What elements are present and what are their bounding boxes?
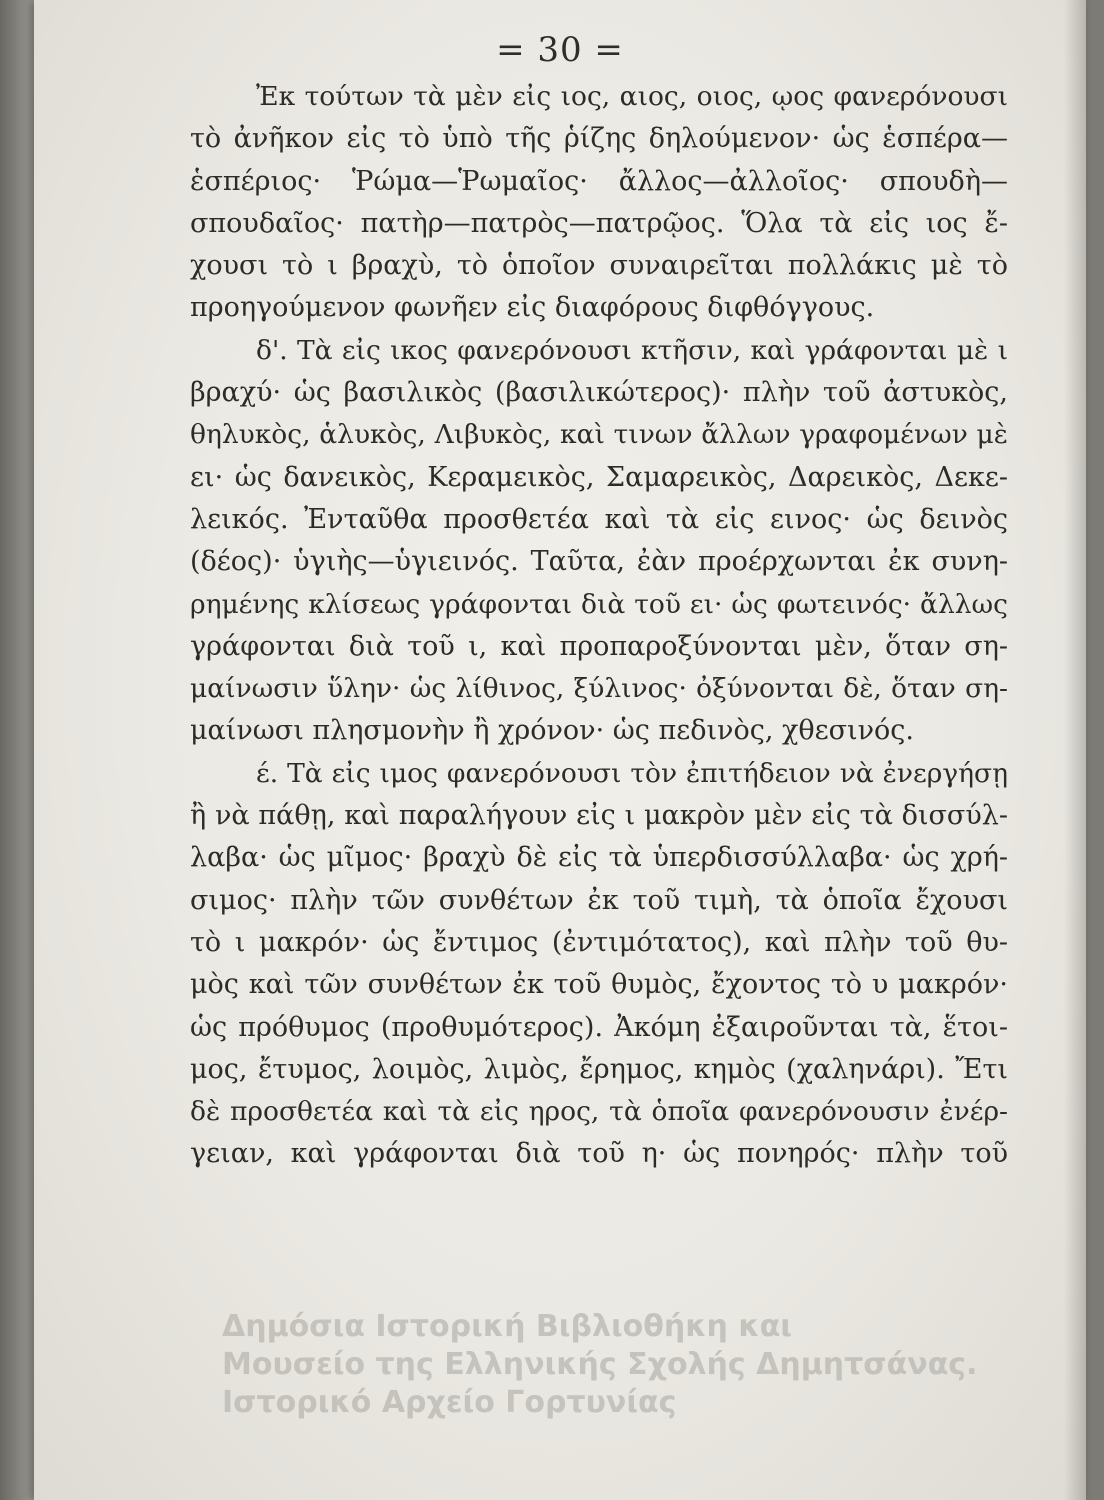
text-line: δὲ προσθετέα καὶ τὰ εἰς ηρος, τὰ ὁποῖα φανερόνουσιν ἐνέρ- bbox=[190, 1096, 1008, 1128]
text-line: προηγούμενον φωνῆεν εἰς διαφόρους διφθόγγους. bbox=[190, 292, 875, 324]
text-line: δ'. Τὰ εἰς ικος φανερόνουσι κτῆσιν, καὶ γράφονται μὲ ι bbox=[256, 334, 1008, 366]
text-line: γράφονται διὰ τοῦ ι, καὶ προπαροξύνονται μὲν, ὅταν ση- bbox=[190, 630, 1008, 662]
text-line: βραχύ· ὡς βασιλικὸς (βασιλικώτερος)· πλὴν τοῦ ἀστυκὸς, bbox=[190, 377, 1008, 409]
text-line: μαίνωσιν ὕλην· ὡς λίθινος, ξύλινος· ὀξύνονται δὲ, ὅταν ση- bbox=[190, 673, 1008, 705]
book-page bbox=[34, 0, 1086, 1500]
text-line: σιμος· πλὴν τῶν συνθέτων ἐκ τοῦ τιμὴ, τὰ ὁποῖα ἔχουσι bbox=[190, 884, 1008, 916]
text-line: μαίνωσι πλησμονὴν ἢ χρόνον· ὡς πεδινὸς, χθεσινός. bbox=[190, 715, 914, 747]
text-line: (δέος)· ὑγιὴς—ὑγιεινός. Ταῦτα, ἐὰν προέρχωνται ἐκ συνη- bbox=[190, 546, 1008, 578]
text-line: λαβα· ὡς μῖμος· βραχὺ δὲ εἰς τὰ ὑπερδισσύλλαβα· ὡς χρή- bbox=[190, 842, 1008, 874]
text-line: ει· ὡς δανεικὸς, Κεραμεικὸς, Σαμαρεικὸς, Δαρεικὸς, Δεκε- bbox=[190, 461, 1008, 493]
watermark-line: Ιστορικό Αρχείο Γορτυνίας bbox=[222, 1385, 677, 1420]
text-line: τὸ ἀνῆκον εἰς τὸ ὑπὸ τῆς ῥίζης δηλούμενον· ὡς ἑσπέρα— bbox=[190, 123, 1008, 155]
text-line: τὸ ι μακρόν· ὡς ἔντιμος (ἐντιμότατος), καὶ πλὴν τοῦ θυ- bbox=[190, 926, 1008, 958]
text-line: μος, ἔτυμος, λοιμὸς, λιμὸς, ἔρημος, κημὸς (χαληνάρι). Ἔτι bbox=[190, 1053, 1008, 1085]
page-number: = 30 = bbox=[496, 30, 624, 70]
text-line: μὸς καὶ τῶν συνθέτων ἐκ τοῦ θυμὸς, ἔχοντος τὸ υ μακρόν· bbox=[190, 969, 1008, 1001]
text-line: ἢ νὰ πάθῃ, καὶ παραλήγουν εἰς ι μακρὸν μὲν εἰς τὰ δισσύλ- bbox=[190, 800, 1008, 832]
body-text bbox=[190, 76, 1008, 1176]
text-line: ρημένης κλίσεως γράφονται διὰ τοῦ ει· ὡς φωτεινός· ἄλλως bbox=[190, 588, 1008, 620]
text-line: γειαν, καὶ γράφονται διὰ τοῦ η· ὡς πονηρός· πλὴν τοῦ bbox=[190, 1138, 1008, 1170]
text-line: χουσι τὸ ι βραχὺ, τὸ ὁποῖον συναιρεῖται πολλάκις μὲ τὸ bbox=[190, 250, 1008, 282]
watermark-line: Δημόσια Ιστορική Βιβλιοθήκη και bbox=[222, 1309, 792, 1344]
text-line: ὡς πρόθυμος (προθυμότερος). Ἀκόμη ἐξαιροῦνται τὰ, ἕτοι- bbox=[190, 1011, 1008, 1043]
text-line: ἑσπέριος· Ῥώμα—Ῥωμαῖος· ἄλλος—ἀλλοῖος· σπουδὴ— bbox=[190, 165, 1008, 197]
watermark-line: Μουσείο της Ελληνικής Σχολής Δημητσάνας. bbox=[222, 1347, 978, 1382]
page-edge-shadow bbox=[1064, 0, 1086, 1500]
library-watermark bbox=[222, 1308, 977, 1422]
text-line: σπουδαῖος· πατὴρ—πατρὸς—πατρῷος. Ὅλα τὰ εἰς ιος ἔ- bbox=[190, 207, 1008, 239]
text-line: Ἐκ τούτων τὰ μὲν εἰς ιος, αιος, οιος, ῳος φανερόνουσι bbox=[256, 81, 1008, 112]
text-line: έ. Τὰ εἰς ιμος φανερόνουσι τὸν ἐπιτήδειον νὰ ἐνεργήσῃ bbox=[256, 757, 1008, 789]
text-line: θηλυκὸς, ἁλυκὸς, Λιβυκὸς, καὶ τινων ἄλλων γραφομένων μὲ bbox=[190, 419, 1008, 451]
text-line: λεικός. Ἐνταῦθα προσθετέα καὶ τὰ εἰς εινος· ὡς δεινὸς bbox=[190, 503, 1008, 535]
